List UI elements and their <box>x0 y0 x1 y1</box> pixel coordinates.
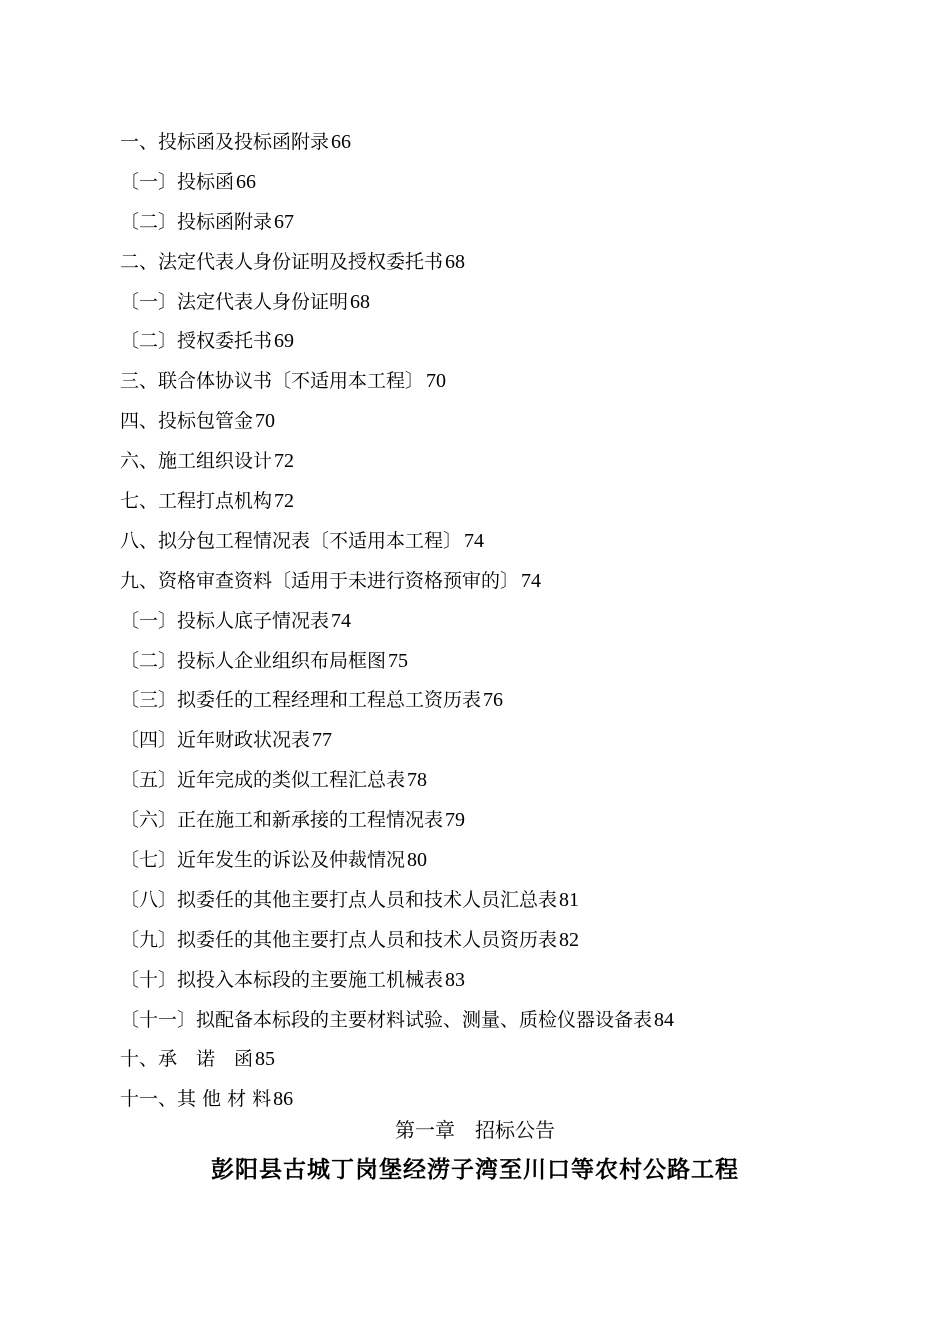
toc-entry[interactable] <box>120 126 880 166</box>
project-title: 彭阳县古城丁岗堡经涝子湾至川口等农村公路工程 <box>211 1156 739 1183</box>
toc-entry-title: 九、资格审查资料〔适用于未进行资格预审的〕 <box>120 569 520 592</box>
toc-entry-title: 七、工程打点机构 <box>120 490 273 513</box>
toc-entry-page-number: 68 <box>350 290 371 313</box>
toc-entry-title: 〔八〕拟委任的其他主要打点人员和技术人员汇总表 <box>120 888 558 911</box>
table-of-contents <box>120 126 880 1123</box>
toc-entry-page-number: 66 <box>236 170 257 193</box>
toc-entry-title: 六、施工组织设计 <box>120 450 273 473</box>
toc-entry[interactable] <box>120 365 880 405</box>
toc-entry-title: 〔一〕法定代表人身份证明 <box>120 290 349 313</box>
toc-entry-page-number: 67 <box>274 210 295 233</box>
toc-entry-page-number: 74 <box>464 529 485 552</box>
chapter-heading: 第一章 招标公告 <box>395 1118 555 1142</box>
toc-entry-page-number: 82 <box>559 928 580 951</box>
toc-entry-page-number: 79 <box>445 809 466 832</box>
toc-entry-title: 三、联合体协议书〔不适用本工程〕 <box>120 370 425 393</box>
toc-entry[interactable] <box>120 1043 880 1083</box>
toc-entry-page-number: 70 <box>255 410 276 433</box>
toc-entry-page-number: 69 <box>274 330 295 353</box>
toc-entry[interactable] <box>120 964 880 1004</box>
toc-entry[interactable] <box>120 1004 880 1044</box>
toc-entry-page-number: 84 <box>654 1008 675 1031</box>
toc-entry-title: 〔二〕授权委托书 <box>120 330 273 353</box>
toc-entry-title: 八、拟分包工程情况表〔不适用本工程〕 <box>120 529 463 552</box>
toc-entry-title: 四、投标包管金 <box>120 410 254 433</box>
toc-entry[interactable] <box>120 645 880 685</box>
toc-entry-page-number: 74 <box>521 569 542 592</box>
toc-entry-title: 〔一〕投标函 <box>120 170 235 193</box>
toc-entry-page-number: 68 <box>445 250 466 273</box>
toc-entry[interactable] <box>120 684 880 724</box>
toc-entry-title: 〔四〕近年财政状况表 <box>120 729 311 752</box>
toc-entry[interactable] <box>120 844 880 884</box>
toc-entry[interactable] <box>120 206 880 246</box>
toc-entry-page-number: 74 <box>331 609 352 632</box>
toc-entry[interactable] <box>120 445 880 485</box>
toc-entry[interactable] <box>120 525 880 565</box>
toc-entry-page-number: 72 <box>274 490 295 513</box>
toc-entry-page-number: 78 <box>407 769 428 792</box>
toc-entry-title: 一、投标函及投标函附录 <box>120 131 330 153</box>
toc-entry[interactable] <box>120 485 880 525</box>
toc-entry[interactable] <box>120 246 880 286</box>
toc-entry[interactable] <box>120 804 880 844</box>
toc-entry-page-number: 75 <box>388 649 409 672</box>
toc-entry-title: 〔三〕拟委任的工程经理和工程总工资历表 <box>120 689 482 712</box>
toc-entry-title: 二、法定代表人身份证明及授权委托书 <box>120 250 444 273</box>
toc-entry[interactable] <box>120 286 880 326</box>
toc-entry-page-number: 83 <box>445 968 466 991</box>
toc-entry-title: 〔九〕拟委任的其他主要打点人员和技术人员资历表 <box>120 928 558 951</box>
toc-entry[interactable] <box>120 924 880 964</box>
toc-entry-page-number: 85 <box>255 1048 276 1071</box>
toc-entry-page-number: 76 <box>483 689 504 712</box>
toc-entry-page-number: 81 <box>559 888 580 911</box>
toc-entry-page-number: 80 <box>407 849 428 872</box>
toc-entry[interactable] <box>120 724 880 764</box>
toc-entry-title: 〔五〕近年完成的类似工程汇总表 <box>120 769 406 792</box>
toc-entry-title: 〔二〕投标人企业组织布局框图 <box>120 649 387 672</box>
toc-entry-page-number: 86 <box>273 1088 294 1111</box>
toc-entry-title: 〔一〕投标人底子情况表 <box>120 609 330 632</box>
toc-entry-page-number: 66 <box>331 131 352 153</box>
toc-entry-title: 〔二〕投标函附录 <box>120 210 273 233</box>
toc-entry-title: 〔六〕正在施工和新承接的工程情况表 <box>120 809 444 832</box>
toc-entry-title: 〔十〕拟投入本标段的主要施工机械表 <box>120 968 444 991</box>
toc-entry[interactable] <box>120 764 880 804</box>
toc-entry[interactable] <box>120 325 880 365</box>
toc-entry[interactable] <box>120 605 880 645</box>
toc-entry-page-number: 72 <box>274 450 295 473</box>
toc-entry-page-number: 77 <box>312 729 333 752</box>
toc-entry-title: 〔十一〕拟配备本标段的主要材料试验、测量、质检仪器设备表 <box>120 1008 653 1031</box>
toc-entry-title: 十一、其 他 材 料 <box>120 1088 272 1111</box>
toc-entry[interactable] <box>120 565 880 605</box>
toc-entry-title: 十、承 诺 函 <box>120 1048 254 1071</box>
toc-entry[interactable] <box>120 166 880 206</box>
toc-entry[interactable] <box>120 884 880 924</box>
toc-entry-title: 〔七〕近年发生的诉讼及仲裁情况 <box>120 849 406 872</box>
toc-entry-page-number: 70 <box>426 370 447 393</box>
toc-entry[interactable] <box>120 405 880 445</box>
